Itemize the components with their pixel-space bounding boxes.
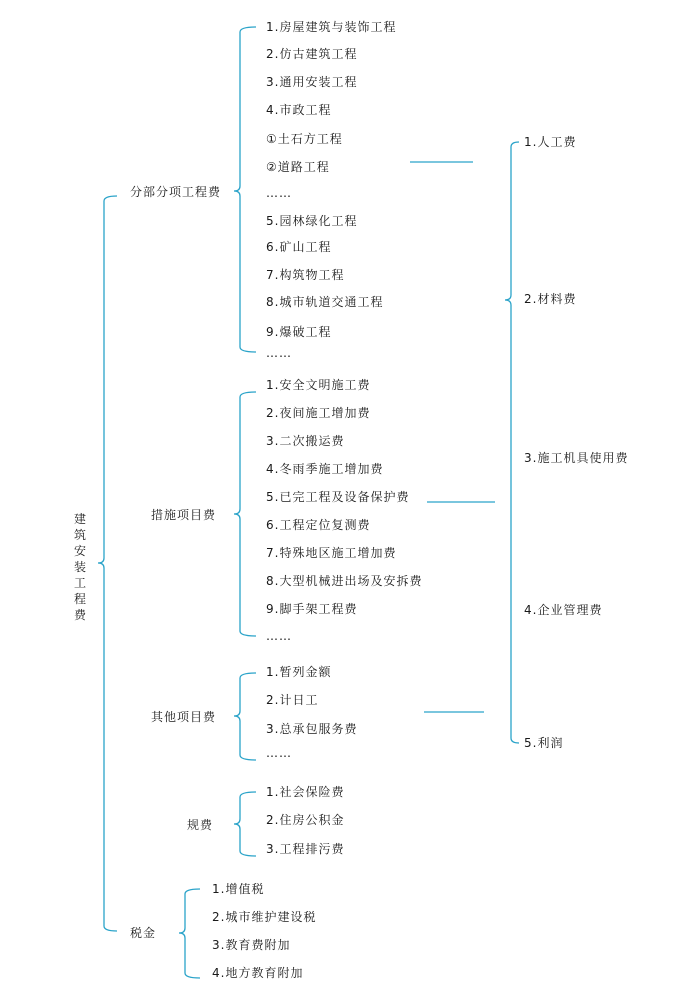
qita-item: 1.暂列金额: [266, 665, 332, 679]
fenbu-item: ……: [266, 186, 292, 200]
shuijin-brace: [179, 889, 200, 978]
fenbu-item: 1.房屋建筑与装饰工程: [266, 20, 397, 34]
cuoshi-item: 8.大型机械进出场及安拆费: [266, 574, 423, 588]
fenbu-item: 4.市政工程: [266, 103, 332, 117]
cuoshi-item: 3.二次搬运费: [266, 434, 345, 448]
cuoshi-item: 9.脚手架工程费: [266, 602, 358, 616]
fenbu-item: ①土石方工程: [266, 132, 343, 146]
shuijin-item: 4.地方教育附加: [212, 966, 304, 980]
cuoshi-item: 1.安全文明施工费: [266, 378, 371, 392]
cuoshi-item: ……: [266, 629, 292, 643]
fenbu-item: 6.矿山工程: [266, 240, 332, 254]
qita-item: ……: [266, 746, 292, 760]
shuijin-item: 2.城市维护建设税: [212, 910, 317, 924]
root-brace: [98, 196, 117, 931]
guifei-item: 2.住房公积金: [266, 813, 345, 827]
guifei-item: 1.社会保险费: [266, 785, 345, 799]
fenbu-item: ②道路工程: [266, 160, 330, 174]
group-label-guifei: 规费: [187, 818, 214, 832]
group-label-qita: 其他项目费: [151, 710, 217, 724]
qita-item: 2.计日工: [266, 693, 319, 707]
fenbu-item: 2.仿古建筑工程: [266, 47, 358, 61]
qita-brace: [234, 673, 256, 760]
group-label-cuoshi: 措施项目费: [151, 508, 217, 522]
root-label: 建筑安装工程费: [73, 512, 86, 622]
fenbu-item: 3.通用安装工程: [266, 75, 358, 89]
fenbu-item: 5.园林绿化工程: [266, 214, 358, 228]
guifei-brace: [234, 792, 256, 856]
component-item: 4.企业管理费: [524, 603, 603, 617]
guifei-item: 3.工程排污费: [266, 842, 345, 856]
component-item: 1.人工费: [524, 135, 577, 149]
fenbu-item: 7.构筑物工程: [266, 268, 345, 282]
qita-item: 3.总承包服务费: [266, 722, 358, 736]
cuoshi-item: 4.冬雨季施工增加费: [266, 462, 384, 476]
cuoshi-brace: [234, 392, 256, 636]
cuoshi-item: 6.工程定位复测费: [266, 518, 371, 532]
component-item: 2.材料费: [524, 292, 577, 306]
shuijin-item: 1.增值税: [212, 882, 265, 896]
fenbu-item: 9.爆破工程: [266, 325, 332, 339]
fenbu-item: 8.城市轨道交通工程: [266, 295, 384, 309]
shuijin-item: 3.教育费附加: [212, 938, 291, 952]
component-item: 5.利润: [524, 736, 564, 750]
group-label-shuijin: 税金: [130, 926, 157, 940]
cuoshi-item: 2.夜间施工增加费: [266, 406, 371, 420]
fenbu-item: ……: [266, 346, 292, 360]
cuoshi-item: 5.已完工程及设备保护费: [266, 490, 410, 504]
cuoshi-item: 7.特殊地区施工增加费: [266, 546, 397, 560]
group-label-fenbu: 分部分项工程费: [130, 185, 222, 199]
components-brace: [505, 142, 519, 743]
component-item: 3.施工机具使用费: [524, 451, 629, 465]
fenbu-brace: [234, 27, 256, 352]
